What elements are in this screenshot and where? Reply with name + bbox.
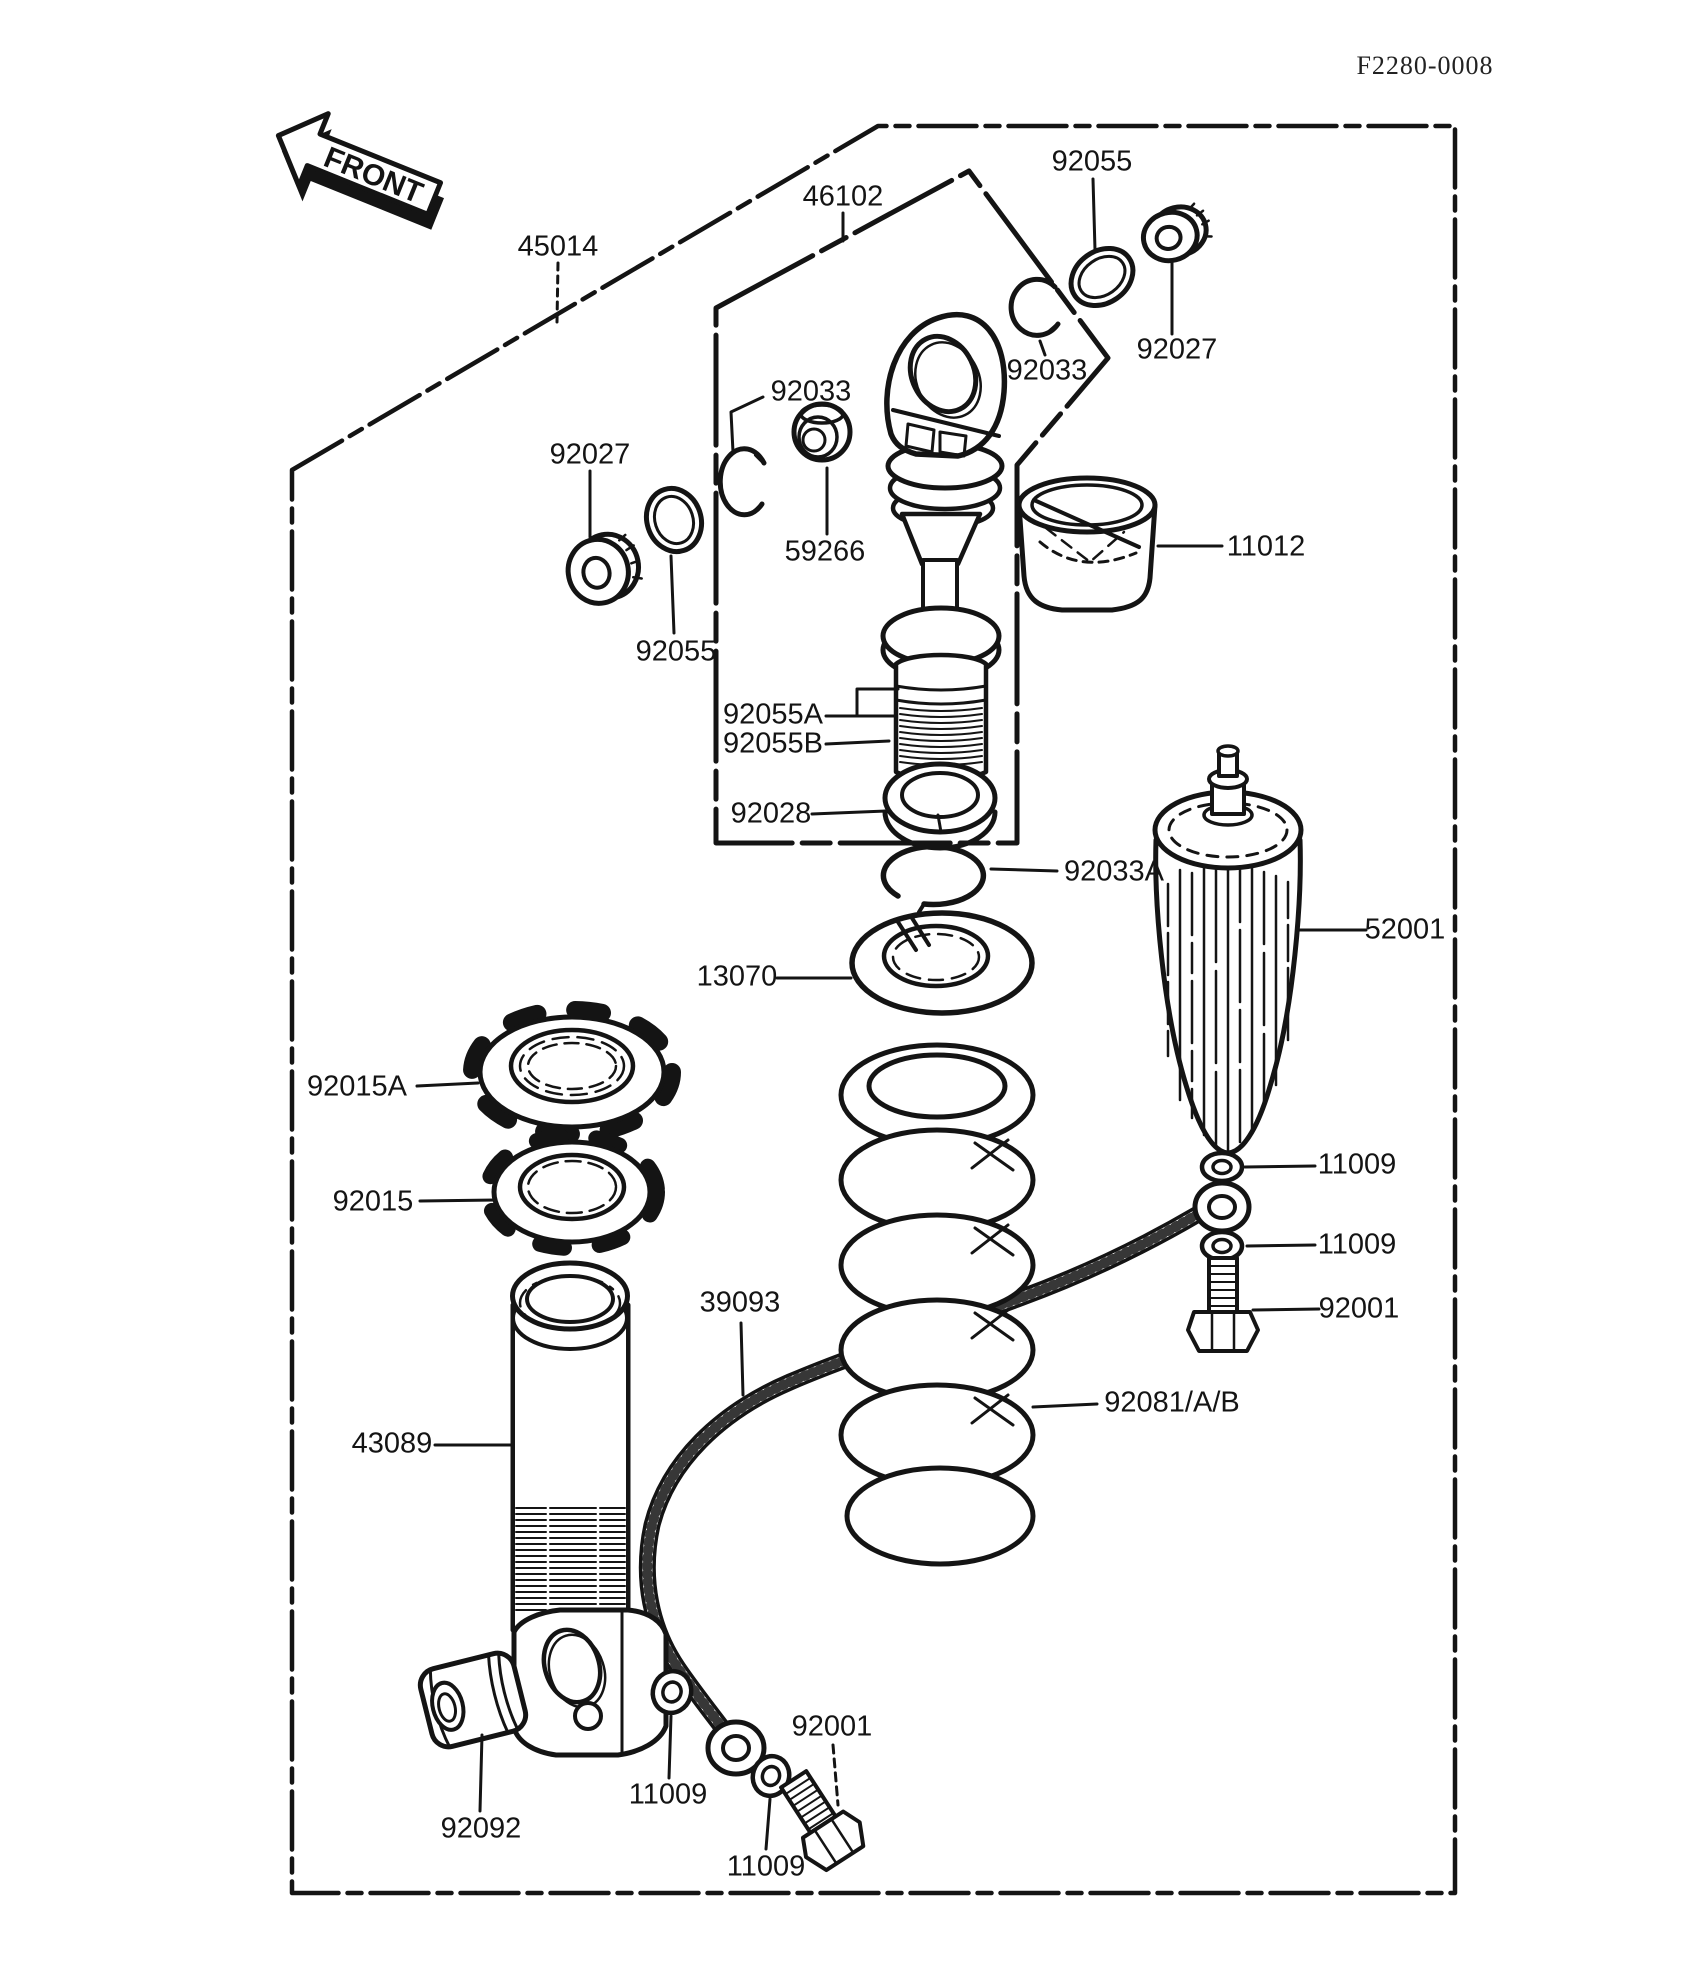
part-label-92033A: 92033A xyxy=(1064,855,1164,888)
circlip-92033-top xyxy=(1011,279,1058,335)
shock-rod-assembly xyxy=(883,315,1004,848)
stopper-cup-11012 xyxy=(1019,478,1155,610)
drawing-code: F2280-0008 xyxy=(1356,51,1494,80)
part-label-92055-top: 92055 xyxy=(1051,145,1133,178)
part-label-92055-left: 92055 xyxy=(635,635,717,668)
nut-59266 xyxy=(794,404,850,460)
bushing-92092 xyxy=(417,1650,530,1751)
part-label-92015A: 92015A xyxy=(307,1070,407,1103)
cylinder-43089 xyxy=(513,1263,667,1755)
part-label-11009-bottom-right: 11009 xyxy=(726,1850,806,1883)
part-label-13070: 13070 xyxy=(696,960,778,993)
front-direction-arrow xyxy=(259,99,457,250)
o-ring-92055-left xyxy=(638,481,709,559)
part-label-92027-upper: 92027 xyxy=(1136,333,1218,366)
adjuster-ring-92015A xyxy=(472,1010,672,1134)
part-label-92033-upper: 92033 xyxy=(1006,354,1088,387)
part-label-92055A: 92055A xyxy=(723,698,823,731)
part-label-45014: 45014 xyxy=(517,230,599,263)
part-label-92015: 92015 xyxy=(332,1185,414,1218)
front-arrow-label: FRONT xyxy=(319,140,428,211)
part-label-43089: 43089 xyxy=(351,1427,433,1460)
part-label-92092: 92092 xyxy=(440,1812,522,1845)
adjuster-ring-92015 xyxy=(487,1136,657,1248)
part-label-92027-left: 92027 xyxy=(549,438,631,471)
washer-11009-right-lower xyxy=(1202,1232,1242,1260)
part-label-59266: 59266 xyxy=(784,535,866,568)
part-label-39093: 39093 xyxy=(699,1286,781,1319)
part-label-92055B: 92055B xyxy=(723,727,823,760)
part-label-92001-right: 92001 xyxy=(1318,1292,1400,1325)
part-label-11012: 11012 xyxy=(1226,530,1306,563)
o-ring-92055-top xyxy=(1060,237,1144,317)
circlip-92033-mid xyxy=(720,449,764,515)
part-label-46102: 46102 xyxy=(802,180,884,213)
reservoir-52001 xyxy=(1155,746,1301,1153)
washer-92027-left xyxy=(562,528,646,609)
washer-92027-top xyxy=(1138,200,1216,266)
part-label-92001-bottom: 92001 xyxy=(791,1710,873,1743)
part-label-92028: 92028 xyxy=(730,797,812,830)
circlip-92033A xyxy=(883,847,983,912)
banjo-bolt-92001-right xyxy=(1188,1258,1258,1351)
part-label-11009-right-lower: 11009 xyxy=(1317,1228,1397,1261)
washer-11009-right-upper xyxy=(1202,1153,1242,1181)
part-label-11009-right-upper: 11009 xyxy=(1317,1148,1397,1181)
part-label-92081-a-b: 92081/A/B xyxy=(1104,1386,1240,1419)
spring-guide-13070 xyxy=(852,913,1032,1013)
part-label-92033-mid: 92033 xyxy=(770,375,852,408)
banjo-fitting-right xyxy=(1195,1183,1249,1231)
part-label-52001: 52001 xyxy=(1364,913,1446,946)
part-label-11009-bottom-left: 11009 xyxy=(628,1778,708,1811)
